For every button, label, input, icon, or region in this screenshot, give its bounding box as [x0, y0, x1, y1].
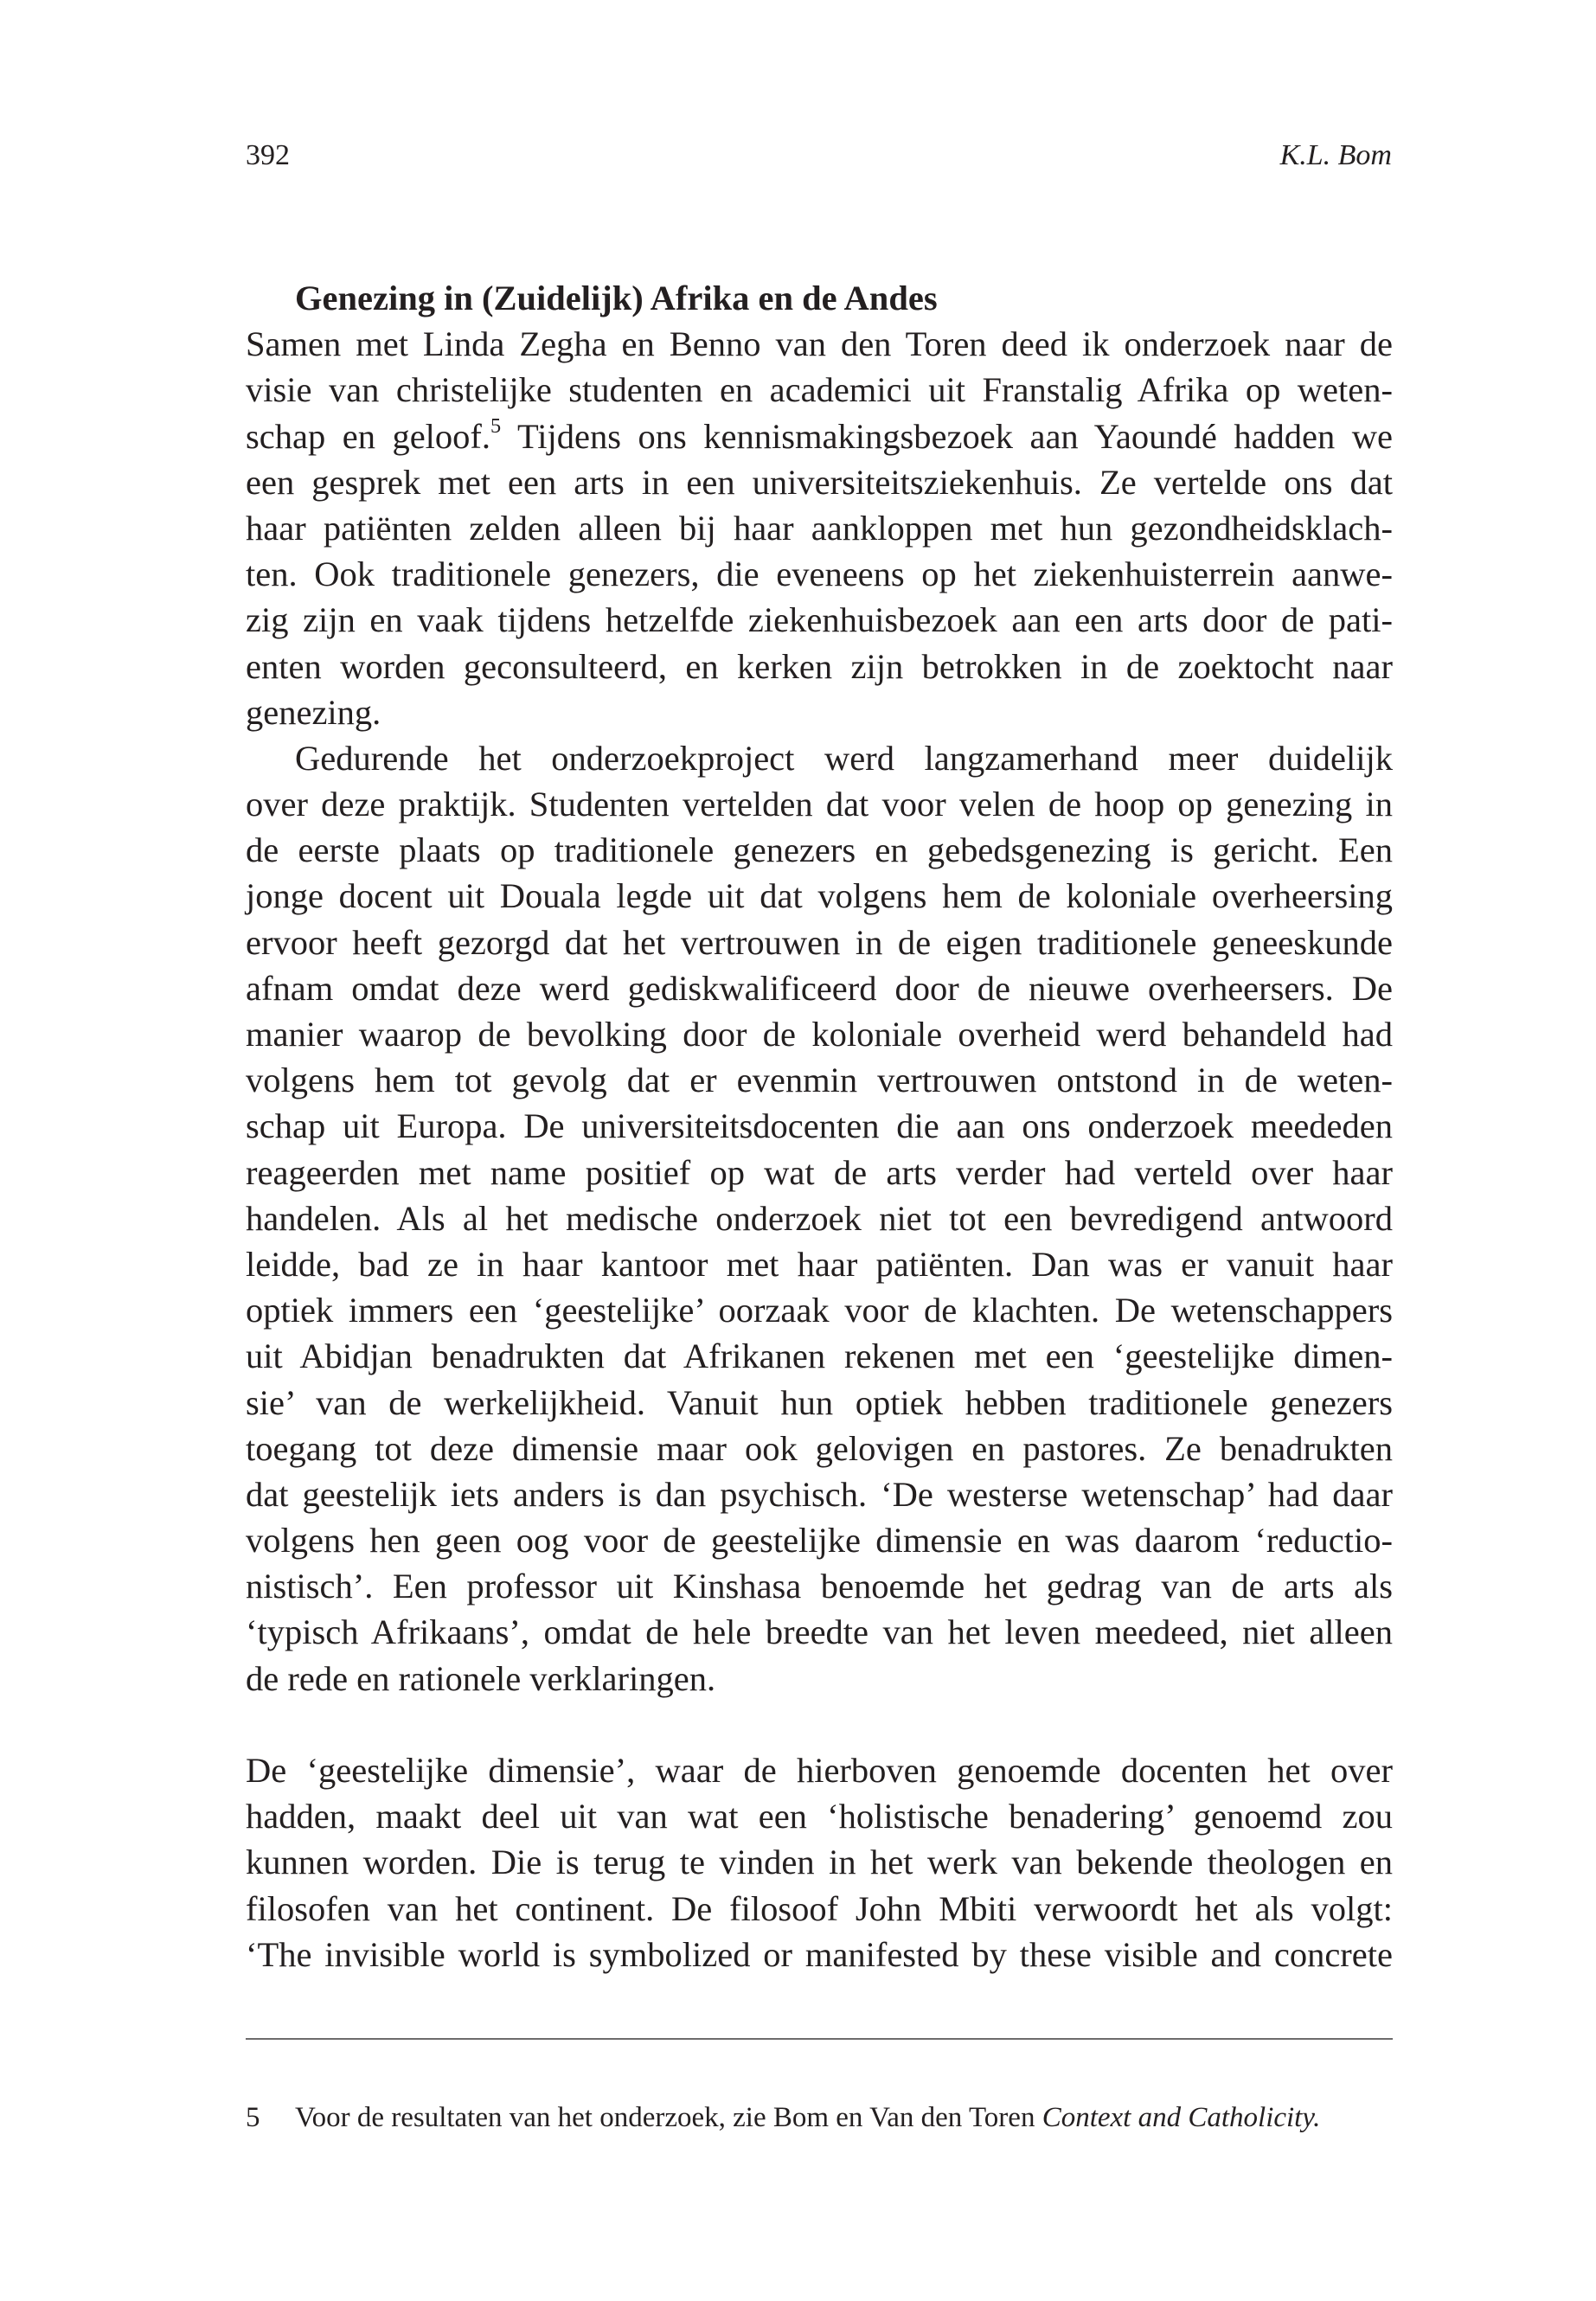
text-line: Gedurende het onderzoekproject werd langzamerhand meer duidelijk	[295, 738, 1393, 778]
text-line: ‘The invisible world is symbolized or manifested by these visible and concrete	[246, 1934, 1393, 1974]
running-head: K.L. Bom	[1279, 139, 1392, 171]
text-line: kunnen worden. Die is terug te vinden in het werk van bekende theologen en	[246, 1843, 1393, 1882]
text-line: jonge docent uit Douala legde uit dat volgens hem de koloniale overheersing	[246, 876, 1393, 916]
text-line: enten worden geconsulteerd, en kerken zijn betrokken in de zoektocht naar	[246, 646, 1393, 686]
text-segment: schap en geloof.	[246, 416, 491, 456]
footnote-reference: 5	[490, 413, 502, 438]
footnote-text: Voor de resultaten van het onderzoek, zie Bom en Van den Toren	[295, 2102, 1035, 2133]
text-line: volgens hem tot gevolg dat er evenmin vertrouwen ontstond in de weten-	[246, 1061, 1393, 1100]
text-line: nistisch’. Een professor uit Kinshasa benoemde het gedrag van de arts als	[246, 1567, 1393, 1606]
text-line: genezing.	[246, 692, 381, 732]
text-line: toegang tot deze dimensie maar ook gelovigen en pastores. Ze benadrukten	[246, 1428, 1393, 1468]
paragraph-spacer	[246, 1702, 1393, 1747]
footnote-citation: Context and Catholicity.	[1042, 2102, 1321, 2133]
text-line: ervoor heeft gezorgd dat het vertrouwen in de eigen traditionele geneeskunde	[246, 922, 1393, 962]
text-line: filosofen van het continent. De filosoof John Mbiti verwoordt het als volgt:	[246, 1888, 1393, 1928]
text-line: De ‘geestelijke dimensie’, waar de hierboven genoemde docenten het over	[246, 1751, 1393, 1790]
text-segment: Tijdens ons kennismakingsbezoek aan Yaoundé hadden we	[516, 416, 1393, 456]
text-line: haar patiënten zelden alleen bij haar aankloppen met hun gezondheidsklach-	[246, 508, 1393, 548]
text-line: dat geestelijk iets anders is dan psychisch. ‘De westerse wetenschap’ had daar	[246, 1474, 1393, 1514]
footnote-number: 5	[246, 2102, 260, 2133]
text-line: over deze praktijk. Studenten vertelden dat voor velen de hoop op genezing in	[246, 785, 1393, 824]
footnote	[246, 2100, 1393, 2135]
footnote-divider	[246, 2038, 1393, 2040]
text-line: uit Abidjan benadrukten dat Afrikanen rekenen met een ‘geestelijke dimen-	[246, 1336, 1393, 1376]
text-line	[246, 413, 1393, 459]
text-line: handelen. Als al het medische onderzoek niet tot een bevredigend antwoord	[246, 1198, 1393, 1238]
text-line: de eerste plaats op traditionele genezers en gebedsgenezing is gericht. Een	[246, 830, 1393, 870]
paragraph-3	[246, 1747, 1393, 1977]
text-line: Samen met Linda Zegha en Benno van den Toren deed ik onderzoek naar de	[246, 324, 1393, 364]
text-line: een gesprek met een arts in een universiteitsziekenhuis. Ze vertelde ons dat	[246, 462, 1393, 502]
text-line: optiek immers een ‘geestelijke’ oorzaak voor de klachten. De wetenschappers	[246, 1291, 1393, 1330]
text-line: ‘typisch Afrikaans’, omdat de hele breedte van het leven meedeed, niet alleen	[246, 1612, 1393, 1652]
text-line: volgens hen geen oog voor de geestelijke dimensie en was daarom ‘reductio-	[246, 1521, 1393, 1561]
text-line: leidde, bad ze in haar kantoor met haar patiënten. Dan was er vanuit haar	[246, 1244, 1393, 1284]
text-line: sie’ van de werkelijkheid. Vanuit hun optiek hebben traditionele genezers	[246, 1382, 1393, 1422]
body-text	[246, 275, 1393, 1977]
text-line: afnam omdat deze werd gediskwalificeerd door de nieuwe overheersers. De	[246, 968, 1393, 1008]
section-heading: Genezing in (Zuidelijk) Afrika en de Andes	[295, 279, 938, 317]
text-line: visie van christelijke studenten en academici uit Franstalig Afrika op weten-	[246, 370, 1393, 410]
paragraph-1	[246, 321, 1393, 735]
text-line: de rede en rationele verklaringen.	[246, 1658, 716, 1698]
paragraph-2	[246, 735, 1393, 1702]
text-line: manier waarop de bevolking door de koloniale overheid werd behandeld had	[246, 1015, 1393, 1054]
text-line: zig zijn en vaak tijdens hetzelfde ziekenhuisbezoek aan een arts door de pati-	[246, 600, 1393, 640]
text-line: reageerden met name positief op wat de arts verder had verteld over haar	[246, 1152, 1393, 1192]
text-line: hadden, maakt deel uit van wat een ‘holistische benadering’ genoemd zou	[246, 1797, 1393, 1836]
text-line: schap uit Europa. De universiteitsdocenten die aan ons onderzoek meededen	[246, 1106, 1393, 1146]
text-line: ten. Ook traditionele genezers, die eveneens op het ziekenhuisterrein aanwe-	[246, 554, 1393, 594]
page-number: 392	[246, 139, 290, 171]
